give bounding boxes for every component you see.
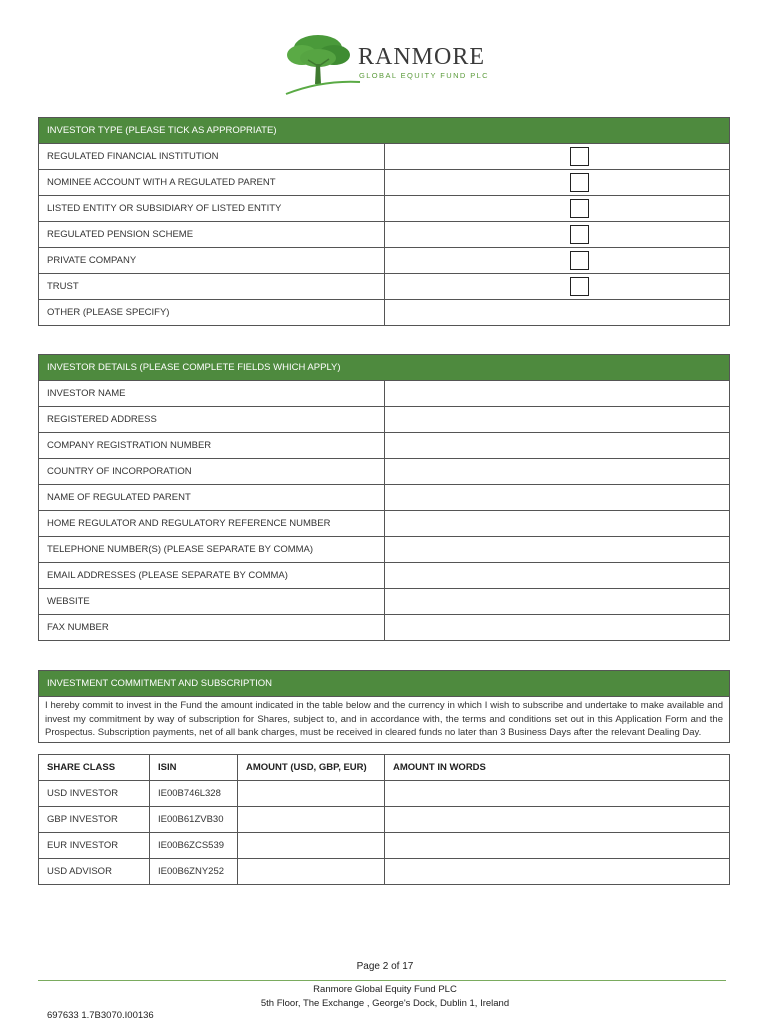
footer-divider	[38, 980, 726, 981]
share-class-cell: EUR INVESTOR	[39, 833, 150, 859]
amount-words-field[interactable]	[385, 859, 730, 885]
table-row	[39, 407, 730, 433]
investor-type-label: OTHER (PLEASE SPECIFY)	[39, 300, 385, 326]
table-row	[39, 563, 730, 589]
investor-name-field[interactable]	[384, 381, 730, 407]
share-class-cell: USD ADVISOR	[39, 859, 150, 885]
amount-words-field[interactable]	[385, 781, 730, 807]
field-label: FAX NUMBER	[39, 615, 385, 641]
footer-company: Ranmore Global Equity Fund PLC	[313, 984, 457, 995]
investor-type-checkbox[interactable]	[570, 251, 589, 270]
column-header: ISIN	[150, 755, 238, 781]
table-row	[39, 170, 730, 196]
fax-field[interactable]	[384, 615, 730, 641]
table-row	[39, 485, 730, 511]
amount-field[interactable]	[238, 807, 385, 833]
investor-type-label: NOMINEE ACCOUNT WITH A REGULATED PARENT	[39, 170, 385, 196]
investor-details-header: INVESTOR DETAILS (PLEASE COMPLETE FIELDS WHICH APPLY)	[39, 355, 730, 381]
investor-type-checkbox[interactable]	[570, 225, 589, 244]
table-row	[39, 859, 730, 885]
investor-type-label: REGULATED FINANCIAL INSTITUTION	[39, 144, 385, 170]
isin-cell: IE00B6ZCS539	[150, 833, 238, 859]
table-row	[39, 248, 730, 274]
footer-address: 5th Floor, The Exchange , George's Dock, Dublin 1, Ireland	[260, 998, 510, 1009]
table-row	[39, 381, 730, 407]
regulated-parent-field[interactable]	[384, 485, 730, 511]
field-label: COMPANY REGISTRATION NUMBER	[39, 433, 385, 459]
website-field[interactable]	[384, 589, 730, 615]
table-row	[39, 537, 730, 563]
table-row	[39, 196, 730, 222]
table-row	[39, 274, 730, 300]
amount-words-field[interactable]	[385, 807, 730, 833]
table-row	[39, 433, 730, 459]
field-label: INVESTOR NAME	[39, 381, 385, 407]
table-row	[39, 833, 730, 859]
tree-icon	[282, 28, 362, 98]
investor-type-label: PRIVATE COMPANY	[39, 248, 385, 274]
other-specify-field[interactable]	[384, 300, 730, 326]
amount-field[interactable]	[238, 781, 385, 807]
isin-cell: IE00B6ZNY252	[150, 859, 238, 885]
column-header: AMOUNT IN WORDS	[385, 755, 730, 781]
field-label: REGISTERED ADDRESS	[39, 407, 385, 433]
company-logo	[282, 28, 492, 98]
logo-subtitle: GLOBAL EQUITY FUND PLC	[359, 71, 489, 80]
investor-type-checkbox[interactable]	[570, 277, 589, 296]
investor-type-checkbox[interactable]	[570, 173, 589, 192]
column-header: SHARE CLASS	[39, 755, 150, 781]
field-label: TELEPHONE NUMBER(S) (PLEASE SEPARATE BY COMMA)	[39, 537, 385, 563]
table-row	[39, 781, 730, 807]
table-row	[39, 511, 730, 537]
registered-address-field[interactable]	[384, 407, 730, 433]
column-header: AMOUNT (USD, GBP, EUR)	[238, 755, 385, 781]
share-class-cell: USD INVESTOR	[39, 781, 150, 807]
amount-field[interactable]	[238, 859, 385, 885]
table-header-row	[39, 755, 730, 781]
commitment-paragraph: I hereby commit to invest in the Fund the amount indicated in the table below and the currency in which I wish to subscribe and undertake to make available and invest my commitment by way of subscription for Shares, subject to, and in accordance with, the terms and conditions set out in this Application Form and the Prospectus. Subscription payments, net of all bank charges, must be received in cleared funds no later than 3 Business Days after the relevant Dealing Day.	[39, 697, 730, 743]
logo-name: RANMORE	[358, 44, 486, 70]
table-row	[39, 615, 730, 641]
company-registration-field[interactable]	[384, 433, 730, 459]
field-label: NAME OF REGULATED PARENT	[39, 485, 385, 511]
investor-type-label: LISTED ENTITY OR SUBSIDIARY OF LISTED ENTITY	[39, 196, 385, 222]
investor-type-checkbox[interactable]	[570, 147, 589, 166]
amount-words-field[interactable]	[385, 833, 730, 859]
home-regulator-field[interactable]	[384, 511, 730, 537]
table-row	[39, 589, 730, 615]
field-label: HOME REGULATOR AND REGULATORY REFERENCE NUMBER	[39, 511, 385, 537]
investor-type-table	[38, 117, 730, 326]
field-label: WEBSITE	[39, 589, 385, 615]
investor-type-label: TRUST	[39, 274, 385, 300]
field-label: COUNTRY OF INCORPORATION	[39, 459, 385, 485]
investment-commitment-table	[38, 670, 730, 743]
field-label: EMAIL ADDRESSES (PLEASE SEPARATE BY COMMA)	[39, 563, 385, 589]
investor-details-table	[38, 354, 730, 641]
isin-cell: IE00B61ZVB30	[150, 807, 238, 833]
country-field[interactable]	[384, 459, 730, 485]
investor-type-label: REGULATED PENSION SCHEME	[39, 222, 385, 248]
email-field[interactable]	[384, 563, 730, 589]
page-number: Page 2 of 17	[356, 961, 414, 972]
table-row	[39, 300, 730, 326]
investor-type-checkbox[interactable]	[570, 199, 589, 218]
document-reference: 697633 1.7B3070.I00136	[47, 1010, 154, 1021]
table-row	[39, 459, 730, 485]
share-class-cell: GBP INVESTOR	[39, 807, 150, 833]
table-row	[39, 222, 730, 248]
investor-type-header: INVESTOR TYPE (PLEASE TICK AS APPROPRIATE)	[39, 118, 730, 144]
amount-field[interactable]	[238, 833, 385, 859]
investment-header: INVESTMENT COMMITMENT AND SUBSCRIPTION	[39, 671, 730, 697]
isin-cell: IE00B746L328	[150, 781, 238, 807]
telephone-field[interactable]	[384, 537, 730, 563]
table-row	[39, 144, 730, 170]
table-row	[39, 807, 730, 833]
share-class-table	[38, 754, 730, 885]
